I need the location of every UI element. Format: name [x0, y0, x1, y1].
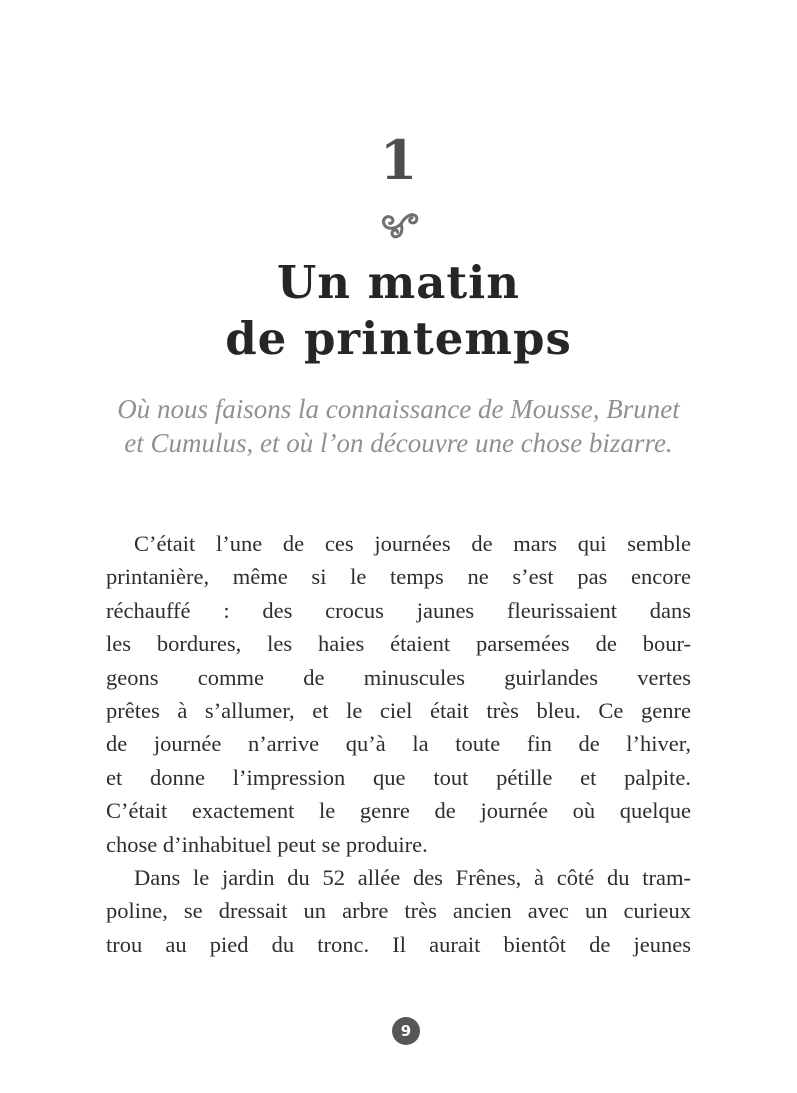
paragraph — [106, 527, 691, 861]
body-line: geons comme de minuscules guirlandes vertes — [106, 664, 691, 690]
swirl-flourish-icon — [0, 207, 797, 246]
body-line: les bordures, les haies étaient parsemées de bour- — [106, 631, 691, 657]
body-line: Dans le jardin du 52 allée des Frênes, à côté du tram- — [134, 865, 691, 891]
chapter-subtitle-line: Où nous faisons la connaissance de Mousse, Brunet — [117, 394, 680, 424]
body-line: printanière, même si le temps ne s’est pas encore — [106, 564, 691, 590]
chapter-subtitle — [0, 392, 797, 460]
chapter-title-line: de printemps — [225, 312, 572, 365]
chapter-number: 1 — [379, 128, 418, 192]
body-line: trou au pied du tronc. Il aurait bientôt de jeunes — [106, 931, 691, 957]
body-line: C’était exactement le genre de journée où quelque — [106, 798, 691, 824]
chapter-subtitle-line: et Cumulus, et où l’on découvre une chose bizarre. — [124, 428, 673, 458]
body-line: prêtes à s’allumer, et le ciel était très bleu. Ce genre — [106, 698, 691, 724]
chapter-title-line: Un matin — [277, 256, 520, 309]
body-line: et donne l’impression que tout pétille et palpite. — [106, 764, 691, 790]
paragraph — [106, 861, 691, 961]
chapter-title — [0, 255, 797, 367]
page-number-badge — [392, 1017, 420, 1045]
body-text — [106, 527, 691, 961]
body-line: chose d’inhabituel peut se produire. — [106, 831, 428, 857]
body-line: C’était l’une de ces journées de mars qui semble — [134, 531, 691, 556]
body-line: de journée n’arrive qu’à la toute fin de l’hiver, — [106, 731, 691, 757]
page-number: 9 — [400, 1021, 412, 1040]
body-line: poline, se dressait un arbre très ancien avec un curieux — [106, 898, 691, 924]
body-line: réchauffé : des crocus jaunes fleurissaient dans — [106, 597, 691, 623]
